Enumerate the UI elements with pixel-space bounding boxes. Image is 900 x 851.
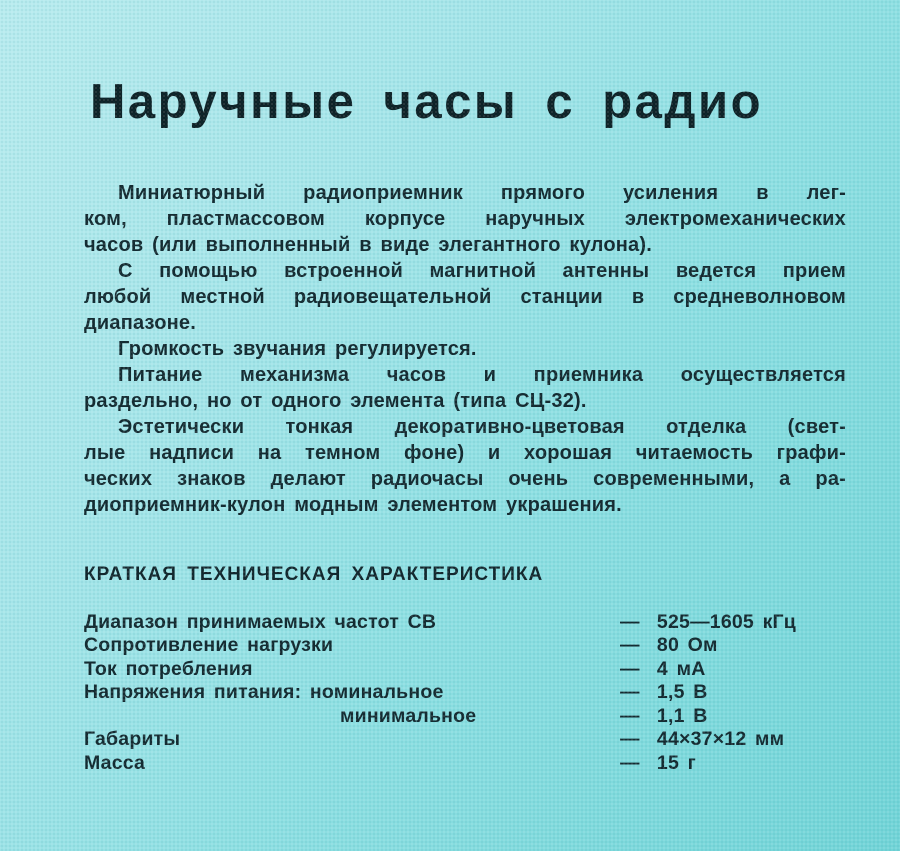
spec-label: Сопротивление нагрузки [84,634,334,657]
spec-row-voltage-nominal [84,681,846,705]
spec-row-load-resistance [84,634,846,658]
text-line: ческих знаков делают радиочасы очень современными, а ра- [84,467,846,490]
spec-table [84,611,846,776]
spec-label: минимальное [340,704,477,727]
spec-row-current-draw [84,658,846,682]
text-line: ком, пластмассовом корпусе наручных электромеханических [84,207,846,230]
spec-value: — 80 Ом [620,634,718,657]
paragraph-3 [84,336,846,362]
spec-row-dimensions [84,728,846,752]
text-line: Питание механизма часов и приемника осуществляется [118,363,846,386]
paragraph-1 [84,180,846,258]
text-line: диапазоне. [84,311,196,334]
text-line: диоприемник-кулон модным элементом украшения. [84,493,622,516]
spec-row-frequency-range [84,611,846,635]
spec-label: Масса [84,751,146,774]
spec-label: Напряжения питания: номинальное [84,681,444,704]
spec-value: — 1,1 В [620,704,708,727]
paragraph-2 [84,258,846,336]
spec-row-voltage-minimal [84,705,846,729]
text-line: Миниатюрный радиоприемник прямого усиления в лег- [118,181,846,204]
spec-label: Диапазон принимаемых частот СВ [84,610,437,633]
spec-value: — 4 мА [620,657,706,680]
spec-label: Габариты [84,728,181,751]
text-line: часов (или выполненный в виде элегантного кулона). [84,233,652,256]
text-line: Эстетически тонкая декоративно-цветовая отделка (свет- [118,415,846,438]
spec-value: — 1,5 В [620,681,708,704]
spec-value: — 44×37×12 мм [620,728,785,751]
text-line: любой местной радиовещательной станции в средневолновом [84,285,846,308]
section-heading: КРАТКАЯ ТЕХНИЧЕСКАЯ ХАРАКТЕРИСТИКА [84,563,544,585]
text-line: раздельно, но от одного элемента (типа СЦ-32). [84,389,587,412]
page-title: Наручные часы с радио [90,75,764,129]
text-line: лые надписи на темном фоне) и хорошая читаемость графи- [84,441,846,464]
paragraph-4 [84,362,846,414]
spec-row-weight [84,752,846,776]
spec-value: — 15 г [620,751,696,774]
spec-value: — 525—1605 кГц [620,610,796,633]
text-line: Громкость звучания регулируется. [118,337,477,360]
spec-label: Ток потребления [84,657,253,680]
paragraph-5 [84,414,846,518]
body-text [84,180,846,518]
text-line: С помощью встроенной магнитной антенны ведется прием [118,259,846,282]
